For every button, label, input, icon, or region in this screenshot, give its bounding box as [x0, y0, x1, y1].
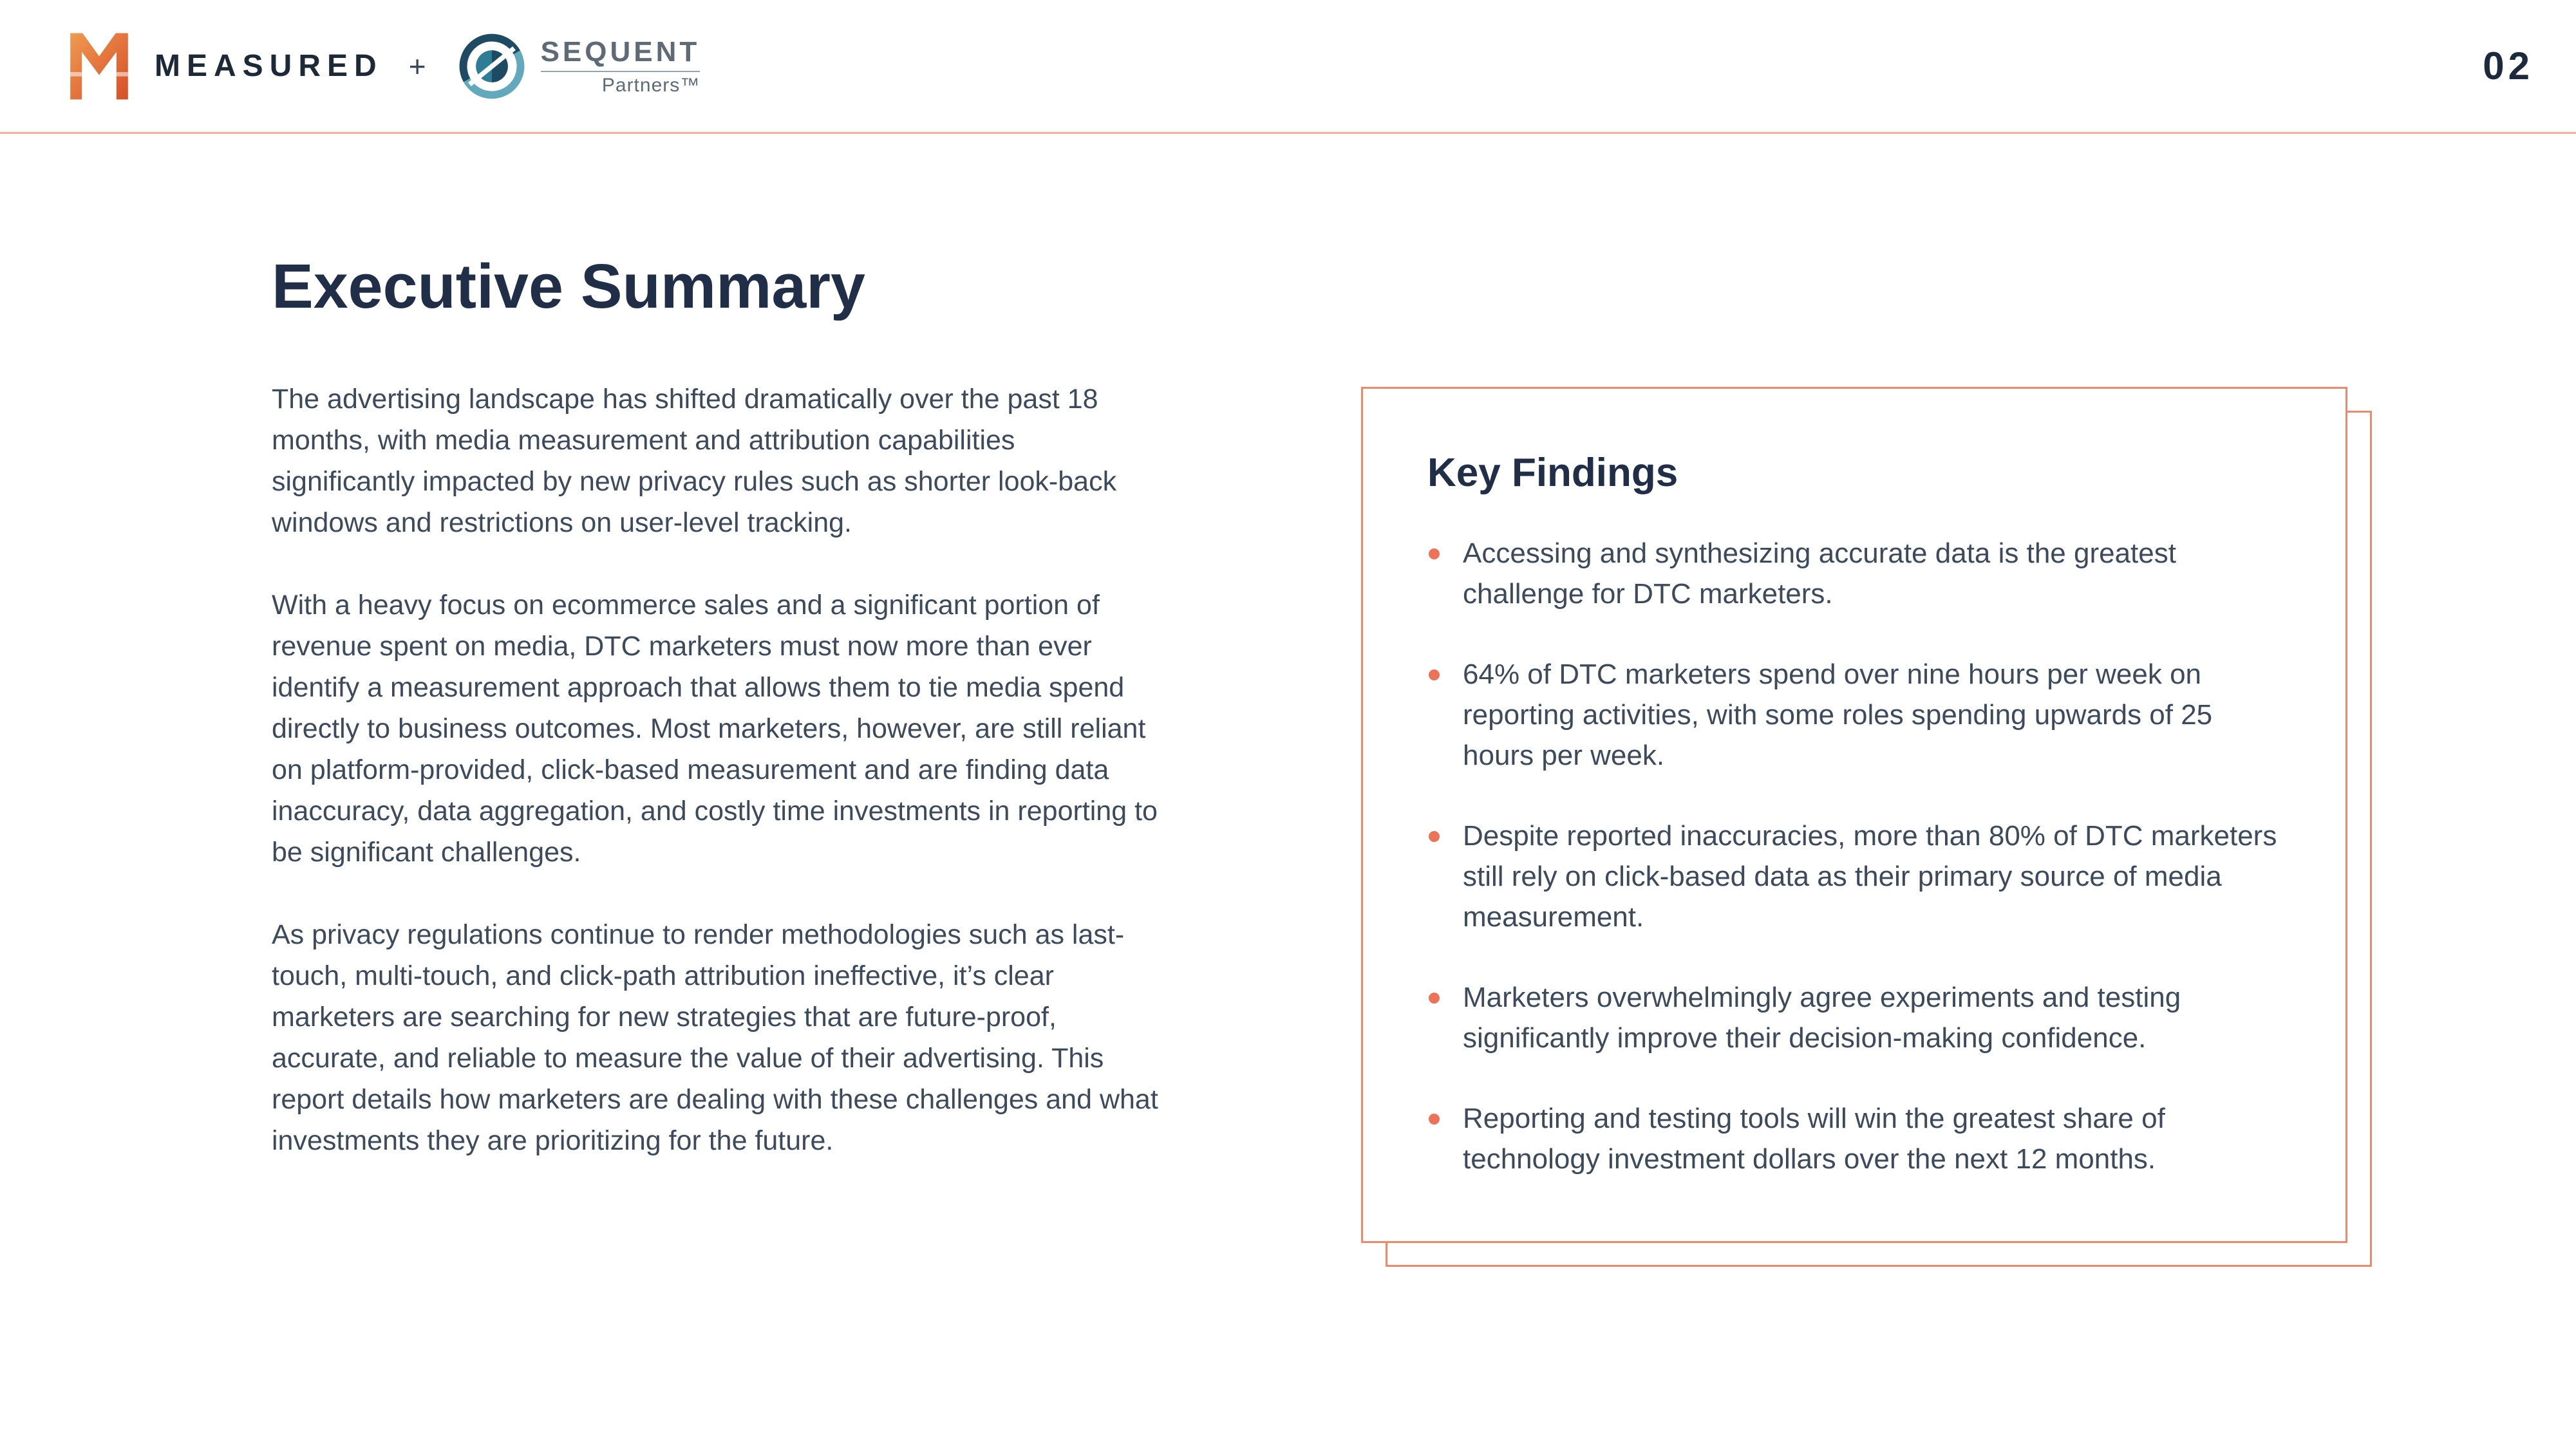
list-item	[1427, 1098, 2289, 1179]
header-bar	[0, 0, 2576, 134]
page-number: 02	[2483, 44, 2534, 88]
sequent-logo-icon	[457, 32, 527, 101]
bullet-icon	[1429, 669, 1440, 680]
sequent-partners-label: Partners™	[541, 71, 700, 97]
paragraph: As privacy regulations continue to render methodologies such as last-touch, multi-touch, and click-path attribution ineffective, it’s clear marketers are searching for new strategies that are future-proof, accurate, and reliable to measure the value of their advertising. This report details how marketers are dealing with these challenges and what investments they are prioritizing for the future.	[272, 919, 1158, 1156]
list-item	[1427, 533, 2289, 614]
bullet-icon	[1429, 548, 1440, 559]
plus-separator: +	[408, 49, 426, 83]
bullet-icon	[1429, 831, 1440, 842]
key-findings-title: Key Findings	[1427, 451, 1678, 495]
list-item	[1427, 654, 2289, 776]
key-findings-card	[1361, 387, 2347, 1243]
bullet-icon	[1429, 993, 1440, 1004]
bullet-text: Accessing and synthesizing accurate data is the greatest challenge for DTC marketers.	[1463, 538, 2176, 610]
measured-logo-icon	[63, 30, 135, 102]
body-copy	[272, 379, 1160, 1202]
bullet-text: 64% of DTC marketers spend over nine hours per week on reporting activities, with some roles spending upwards of 25 hours per week.	[1463, 659, 2213, 771]
paragraph: With a heavy focus on ecommerce sales and a significant portion of revenue spent on media, DTC marketers must now more than ever identify a measurement approach that allows them to tie media spend directly to business outcomes. Most marketers, however, are still reliant on platform-provided, click-based measurement and are finding data inaccuracy, data aggregation, and costly time investments in reporting to be significant challenges.	[272, 590, 1158, 868]
bullet-text: Despite reported inaccuracies, more than 80% of DTC marketers still rely on click-based data as their primary source of media measurement.	[1463, 820, 2277, 933]
brand-lockup	[63, 30, 700, 102]
list-item	[1427, 977, 2289, 1058]
measured-wordmark: MEASURED	[155, 49, 383, 83]
key-findings-list	[1427, 533, 2289, 1179]
bullet-text: Marketers overwhelmingly agree experiments and testing significantly improve their decision-making confidence.	[1463, 982, 2181, 1054]
paragraph: The advertising landscape has shifted dramatically over the past 18 months, with media measurement and attribution capabilities significantly impacted by new privacy rules such as shorter look-back windows and restrictions on user-level tracking.	[272, 384, 1117, 538]
sequent-name-label: SEQUENT	[540, 35, 700, 68]
bullet-text: Reporting and testing tools will win the greatest share of technology investment dollars over the next 12 months.	[1463, 1103, 2165, 1175]
sequent-wordmark	[541, 36, 700, 97]
list-item	[1427, 816, 2289, 937]
page-title: Executive Summary	[272, 251, 865, 321]
bullet-icon	[1429, 1114, 1440, 1125]
